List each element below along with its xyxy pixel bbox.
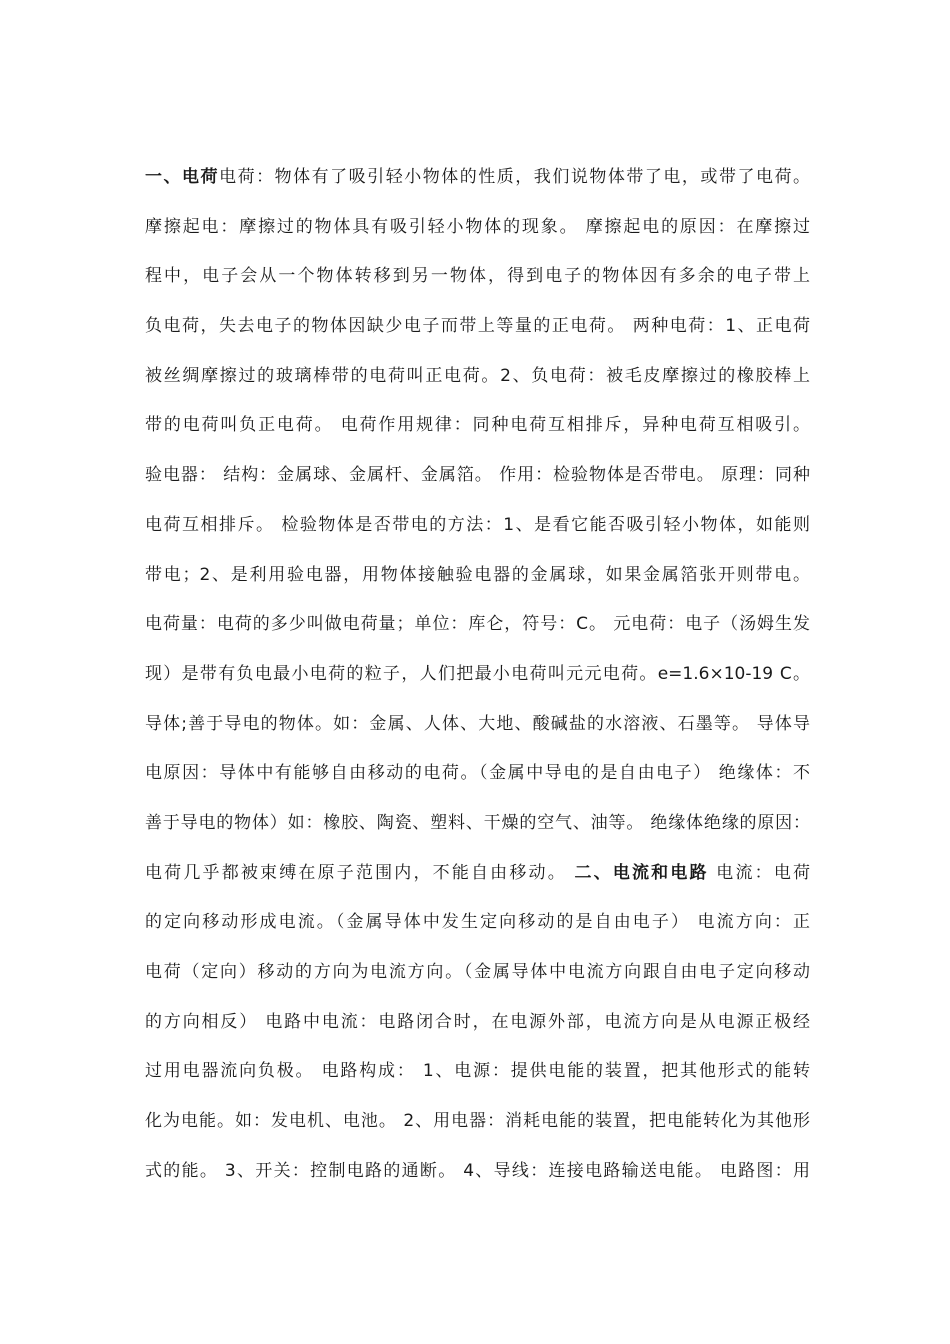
- line-text: 现）是带有负电最小电荷的粒子，人们把最小电荷叫元元电荷。e=1.6×10-19 C。: [145, 663, 810, 684]
- text-line: [145, 551, 810, 601]
- body-text: [145, 153, 810, 1196]
- text-line: [145, 749, 810, 799]
- text-line: [145, 948, 810, 998]
- section-heading: 二、电流和电路: [574, 862, 709, 883]
- line-text: 导体;善于导电的物体。如：金属、人体、大地、酸碱盐的水溶液、石墨等。 导体导: [145, 713, 810, 734]
- line-text: 的定向移动形成电流。（金属导体中发生定向移动的是自由电子） 电流方向：正: [145, 912, 810, 933]
- line-text: 带电；2、是利用验电器，用物体接触验电器的金属球，如果金属箔张开则带电。: [145, 564, 810, 585]
- text-line: [145, 1147, 810, 1197]
- text-line: [145, 898, 810, 948]
- line-text: 式的能。 3、开关：控制电路的通断。 4、导线：连接电路输送电能。 电路图：用: [145, 1160, 810, 1181]
- text-line: [145, 203, 810, 253]
- text-line: [145, 302, 810, 352]
- text-line: [145, 1047, 810, 1097]
- text-line: [145, 352, 810, 402]
- line-text: 的方向相反） 电路中电流：电路闭合时，在电源外部，电流方向是从电源正极经: [145, 1011, 810, 1032]
- text-line: [145, 1097, 810, 1147]
- text-line: [145, 700, 810, 750]
- line-text: 善于导电的物体）如：橡胶、陶瓷、塑料、干燥的空气、油等。 绝缘体绝缘的原因：: [145, 812, 810, 833]
- line-text: 电荷互相排斥。 检验物体是否带电的方法：1、是看它能否吸引轻小物体，如能则: [145, 514, 810, 535]
- line-text: 负电荷，失去电子的物体因缺少电子而带上等量的正电荷。 两种电荷：1、正电荷: [145, 316, 810, 337]
- text-line: [145, 600, 810, 650]
- text-line: [145, 252, 810, 302]
- line-text: 过用电器流向负极。 电路构成： 1、电源：提供电能的装置，把其他形式的能转: [145, 1061, 810, 1082]
- text-line: [145, 799, 810, 849]
- text-line: [145, 998, 810, 1048]
- line-text: 电荷几乎都被束缚在原子范围内，不能自由移动。: [145, 862, 575, 883]
- line-text: 被丝绸摩擦过的玻璃棒带的电荷叫正电荷。2、负电荷：被毛皮摩擦过的橡胶棒上: [145, 365, 810, 386]
- line-text: 带的电荷叫负正电荷。 电荷作用规律：同种电荷互相排斥，异种电荷互相吸引。: [145, 415, 810, 436]
- line-text: 验电器： 结构：金属球、金属杆、金属箔。 作用：检验物体是否带电。 原理：同种: [145, 465, 810, 486]
- line-text: 电荷量：电荷的多少叫做电荷量；单位：库仑，符号：C。 元电荷：电子（汤姆生发: [145, 614, 810, 635]
- text-line: [145, 153, 810, 203]
- line-text: 化为电能。如：发电机、电池。 2、用电器：消耗电能的装置，把电能转化为其他形: [145, 1111, 810, 1132]
- text-line: [145, 451, 810, 501]
- text-line: [145, 849, 810, 899]
- line-text: 程中，电子会从一个物体转移到另一物体，得到电子的物体因有多余的电子带上: [145, 266, 810, 287]
- line-text: 电荷：物体有了吸引轻小物体的性质，我们说物体带了电，或带了电荷。: [219, 167, 810, 187]
- text-line: [145, 501, 810, 551]
- line-text: 电荷（定向）移动的方向为电流方向。（金属导体中电流方向跟自由电子定向移动: [145, 962, 810, 982]
- section-heading: 一、电荷: [145, 167, 220, 187]
- text-line: [145, 401, 810, 451]
- line-text: 摩擦起电：摩擦过的物体具有吸引轻小物体的现象。 摩擦起电的原因：在摩擦过: [145, 216, 810, 237]
- line-text: 电原因：导体中有能够自由移动的电荷。（金属中导电的是自由电子） 绝缘体：不: [145, 763, 810, 784]
- text-line: [145, 650, 810, 700]
- line-text: 电流：电荷: [708, 862, 810, 883]
